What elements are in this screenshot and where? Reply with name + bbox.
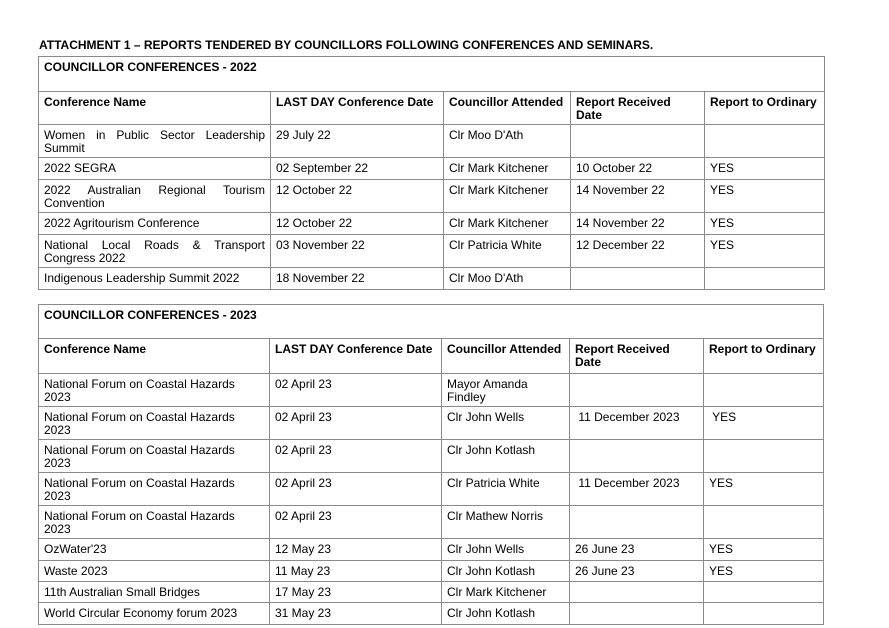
column-header: Conference Name — [39, 92, 271, 125]
report-ordinary-cell: YES — [705, 158, 825, 180]
report-ordinary-cell — [704, 506, 824, 539]
report-ordinary-cell — [705, 125, 825, 158]
conference-name-cell: Waste 2023 — [39, 561, 270, 582]
conference-name-cell: 2022 SEGRA — [39, 158, 271, 180]
report-ordinary-cell: YES — [704, 473, 824, 506]
councillor-cell: Clr Mathew Norris — [442, 506, 570, 539]
report-received-cell — [571, 125, 705, 158]
councillor-cell: Clr Patricia White — [442, 473, 570, 506]
report-ordinary-cell: YES — [704, 407, 824, 440]
councillor-cell: Clr Mark Kitchener — [444, 180, 571, 213]
table-row — [39, 235, 825, 268]
table-row — [39, 539, 824, 561]
report-received-cell: 11 December 2023 — [570, 473, 704, 506]
conference-date-cell: 31 May 23 — [270, 603, 442, 625]
conference-date-cell: 03 November 22 — [271, 235, 444, 268]
report-received-cell: 14 November 22 — [571, 213, 705, 235]
conference-date-cell: 29 July 22 — [271, 125, 444, 158]
report-ordinary-cell: YES — [705, 235, 825, 268]
councillor-cell: Clr Patricia White — [444, 235, 571, 268]
report-received-cell — [570, 582, 704, 603]
conference-name-cell: National Forum on Coastal Hazards 2023 — [39, 506, 270, 539]
conference-date-cell: 02 September 22 — [271, 158, 444, 180]
table-row — [39, 582, 824, 603]
table-row — [39, 125, 825, 158]
report-ordinary-cell: YES — [704, 539, 824, 561]
councillor-cell: Clr Mark Kitchener — [444, 158, 571, 180]
report-received-cell — [570, 374, 704, 407]
report-ordinary-cell — [704, 374, 824, 407]
column-header: LAST DAY Conference Date — [271, 92, 444, 125]
header-row — [39, 339, 824, 374]
report-ordinary-cell — [704, 603, 824, 625]
attachment-title: ATTACHMENT 1 – REPORTS TENDERED BY COUNCILLORS FOLLOWING CONFERENCES AND SEMINARS. — [39, 38, 654, 52]
table-row — [39, 180, 825, 213]
column-header: Report to Ordinary — [705, 92, 825, 125]
header-row — [39, 92, 825, 125]
conference-date-cell: 12 May 23 — [270, 539, 442, 561]
table-row — [39, 440, 824, 473]
conference-date-cell: 12 October 22 — [271, 180, 444, 213]
conference-date-cell: 11 May 23 — [270, 561, 442, 582]
report-received-cell: 12 December 22 — [571, 235, 705, 268]
table-row — [39, 268, 825, 290]
report-received-cell — [570, 506, 704, 539]
councillor-cell: Clr John Kotlash — [442, 603, 570, 625]
conference-name-cell: Indigenous Leadership Summit 2022 — [39, 268, 271, 290]
councillor-cell: Clr Moo D'Ath — [444, 125, 571, 158]
table-row — [39, 561, 824, 582]
conference-name-cell: National Forum on Coastal Hazards 2023 — [39, 407, 270, 440]
column-header: Report Received Date — [570, 339, 704, 374]
councillor-cell: Clr Moo D'Ath — [444, 268, 571, 290]
table-row — [39, 158, 825, 180]
column-header: Report to Ordinary — [704, 339, 824, 374]
report-received-cell — [570, 440, 704, 473]
report-ordinary-cell — [704, 440, 824, 473]
councillor-cell: Clr John Kotlash — [442, 561, 570, 582]
councillor-cell: Clr John Kotlash — [442, 440, 570, 473]
councillor-cell: Clr John Wells — [442, 539, 570, 561]
report-received-cell: 26 June 23 — [570, 561, 704, 582]
section-title-row — [39, 57, 825, 92]
column-header: Councillor Attended — [444, 92, 571, 125]
report-ordinary-cell: YES — [704, 561, 824, 582]
councillor-cell: Mayor Amanda Findley — [442, 374, 570, 407]
column-header: Report Received Date — [571, 92, 705, 125]
conference-date-cell: 02 April 23 — [270, 440, 442, 473]
councillor-cell: Clr Mark Kitchener — [442, 582, 570, 603]
table-row — [39, 506, 824, 539]
conference-date-cell: 02 April 23 — [270, 374, 442, 407]
report-ordinary-cell: YES — [705, 213, 825, 235]
conference-name-cell: World Circular Economy forum 2023 — [39, 603, 270, 625]
conferences-2023-table — [38, 304, 824, 625]
conference-name-cell: 2022 Australian Regional Tourism Convention — [39, 180, 271, 213]
conference-name-cell: Women in Public Sector Leadership Summit — [39, 125, 271, 158]
conference-date-cell: 02 April 23 — [270, 473, 442, 506]
report-ordinary-cell: YES — [705, 180, 825, 213]
conferences-2022-table — [38, 56, 825, 290]
report-received-cell: 10 October 22 — [571, 158, 705, 180]
conference-date-cell: 02 April 23 — [270, 506, 442, 539]
report-received-cell — [570, 603, 704, 625]
conference-name-cell: National Forum on Coastal Hazards 2023 — [39, 440, 270, 473]
report-ordinary-cell — [705, 268, 825, 290]
table-row — [39, 603, 824, 625]
section-title-row — [39, 305, 824, 339]
councillor-cell: Clr John Wells — [442, 407, 570, 440]
conference-name-cell: OzWater'23 — [39, 539, 270, 561]
section-title: COUNCILLOR CONFERENCES - 2022 — [39, 57, 825, 92]
report-ordinary-cell — [704, 582, 824, 603]
conference-date-cell: 17 May 23 — [270, 582, 442, 603]
section-title: COUNCILLOR CONFERENCES - 2023 — [39, 305, 824, 339]
table-row — [39, 213, 825, 235]
conference-name-cell: 11th Australian Small Bridges — [39, 582, 270, 603]
conference-name-cell: 2022 Agritourism Conference — [39, 213, 271, 235]
table-row — [39, 473, 824, 506]
conference-date-cell: 02 April 23 — [270, 407, 442, 440]
conference-date-cell: 12 October 22 — [271, 213, 444, 235]
report-received-cell: 26 June 23 — [570, 539, 704, 561]
conference-date-cell: 18 November 22 — [271, 268, 444, 290]
conference-name-cell: National Forum on Coastal Hazards 2023 — [39, 473, 270, 506]
conference-name-cell: National Forum on Coastal Hazards 2023 — [39, 374, 270, 407]
report-received-cell — [571, 268, 705, 290]
councillor-cell: Clr Mark Kitchener — [444, 213, 571, 235]
column-header: Councillor Attended — [442, 339, 570, 374]
column-header: LAST DAY Conference Date — [270, 339, 442, 374]
column-header: Conference Name — [39, 339, 270, 374]
conference-name-cell: National Local Roads & Transport Congress 2022 — [39, 235, 271, 268]
report-received-cell: 14 November 22 — [571, 180, 705, 213]
table-row — [39, 374, 824, 407]
table-row — [39, 407, 824, 440]
report-received-cell: 11 December 2023 — [570, 407, 704, 440]
